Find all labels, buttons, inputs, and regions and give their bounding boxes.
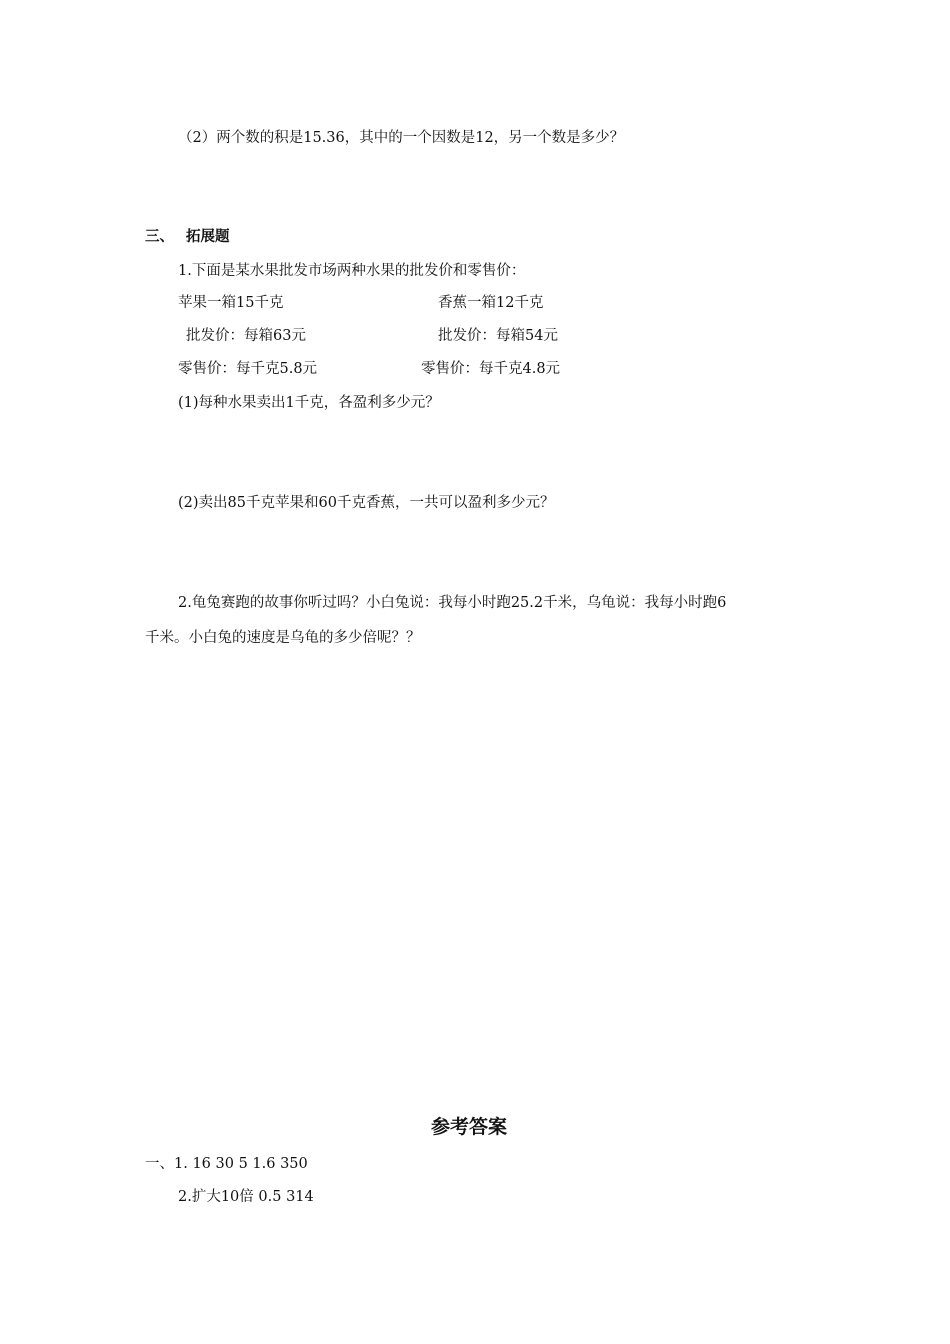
banana-retail-price: 零售价：每千克4.8元 xyxy=(421,361,561,377)
section-3-number: 三、 xyxy=(145,229,174,245)
answers-title: 参考答案 xyxy=(431,1116,508,1138)
apple-wholesale-price: 批发价：每箱63元 xyxy=(186,328,306,344)
apple-retail-price: 零售价：每千克5.8元 xyxy=(178,361,318,377)
question-3-1-sub1: (1)每种水果卖出1千克，各盈利多少元？ xyxy=(178,395,440,411)
question-3-1-intro: 1.下面是某水果批发市场两种水果的批发价和零售价： xyxy=(178,263,526,279)
banana-wholesale-price: 批发价：每箱54元 xyxy=(438,328,558,344)
answers-line2: 2.扩大10倍 0.5 314 xyxy=(178,1189,314,1205)
section-3-title: 拓展题 xyxy=(186,229,230,245)
answers-line1: 一、1. 16 30 5 1.6 350 xyxy=(145,1156,308,1172)
question-3-2-line1: 2.龟兔赛跑的故事你听过吗？小白兔说：我每小时跑25.2千米，乌龟说：我每小时跑6 xyxy=(178,595,727,611)
banana-name: 香蕉一箱12千克 xyxy=(438,295,544,311)
apple-name: 苹果一箱15千克 xyxy=(178,295,284,311)
question-3-2-line2: 千米。小白兔的速度是乌龟的多少倍呢？？ xyxy=(145,630,421,646)
question-3-1-sub2: (2)卖出85千克苹果和60千克香蕉，一共可以盈利多少元？ xyxy=(178,495,555,511)
question-2-2: （2）两个数的积是15.36，其中的一个因数是12，另一个数是多少？ xyxy=(178,130,625,146)
